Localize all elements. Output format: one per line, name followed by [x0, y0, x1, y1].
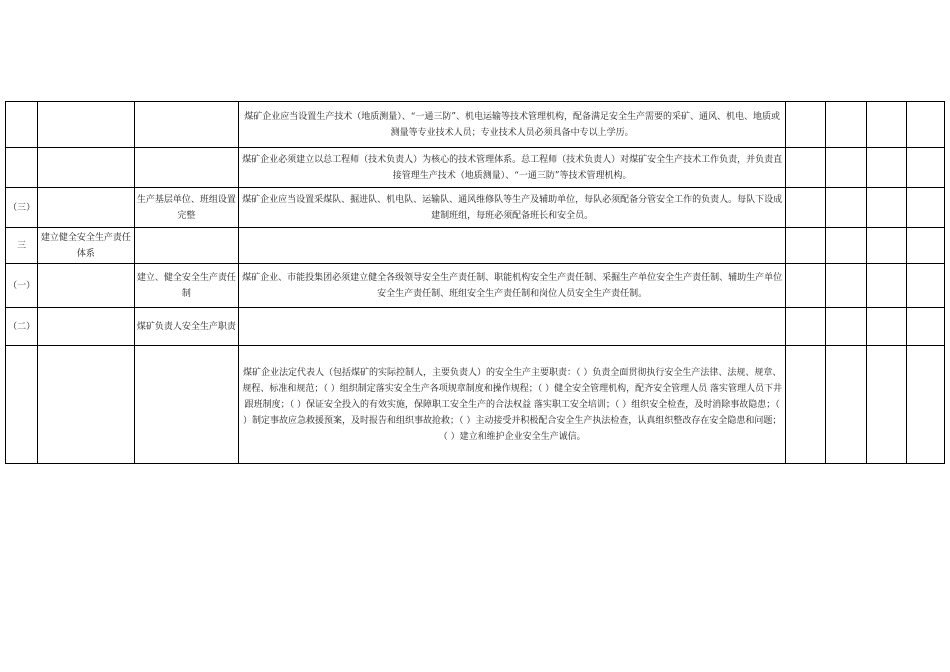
content-cell: 煤矿企业应当设置生产技术（地质测量）、“一通三防”、机电运输等技术管理机构，配备满足安全生产需要的采矿、通风、机电、地质或测量等专业技术人员；专业技术人员必须具备中专以上学历。 — [239, 102, 786, 148]
blank-cell — [826, 148, 866, 188]
sub-item-cell: 建立、健全安全生产责任制 — [134, 264, 239, 308]
row-number: （二） — [6, 308, 38, 346]
item-cell — [38, 188, 135, 228]
item-cell — [38, 148, 135, 188]
blank-cell — [866, 148, 906, 188]
row-number: （一） — [6, 264, 38, 308]
blank-cell — [906, 148, 944, 188]
blank-cell — [826, 228, 866, 264]
content-cell: 煤矿企业必须建立以总工程师（技术负责人）为核心的技术管理体系。总工程师（技术负责人）对煤矿安全生产技术工作负责，并负责直接管理生产技术（地质测量）、“一通三防”等技术管理机构。 — [239, 148, 786, 188]
table-row — [6, 102, 945, 148]
blank-cell — [826, 188, 866, 228]
sub-item-cell — [134, 346, 239, 464]
item-cell — [38, 264, 135, 308]
blank-cell — [786, 264, 826, 308]
blank-cell — [826, 346, 866, 464]
blank-cell — [866, 228, 906, 264]
blank-cell — [866, 264, 906, 308]
blank-cell — [826, 102, 866, 148]
sub-item-cell: 煤矿负责人安全生产职责 — [134, 308, 239, 346]
blank-cell — [906, 228, 944, 264]
blank-cell — [826, 264, 866, 308]
blank-cell — [786, 148, 826, 188]
table-row — [6, 346, 945, 464]
row-number — [6, 148, 38, 188]
blank-cell — [906, 346, 944, 464]
blank-cell — [866, 346, 906, 464]
table-row — [6, 308, 945, 346]
standards-table — [5, 101, 945, 464]
row-number — [6, 102, 38, 148]
item-cell — [38, 346, 135, 464]
item-cell: 建立健全安全生产责任体系 — [38, 228, 135, 264]
row-number: （三） — [6, 188, 38, 228]
blank-cell — [826, 308, 866, 346]
row-number — [6, 346, 38, 464]
blank-cell — [786, 188, 826, 228]
blank-cell — [786, 228, 826, 264]
blank-cell — [786, 308, 826, 346]
content-cell — [239, 228, 786, 264]
blank-cell — [906, 102, 944, 148]
row-number: 三 — [6, 228, 38, 264]
table-row — [6, 264, 945, 308]
content-cell: 煤矿企业、市能投集团必须建立健全各级领导安全生产责任制、职能机构安全生产责任制、采掘生产单位安全生产责任制、辅助生产单位安全生产责任制、班组安全生产责任制和岗位人员安全生产责任制。 — [239, 264, 786, 308]
table-row — [6, 148, 945, 188]
table-row — [6, 188, 945, 228]
blank-cell — [906, 188, 944, 228]
sub-item-cell: 生产基层单位、班组设置完整 — [134, 188, 239, 228]
item-cell — [38, 102, 135, 148]
blank-cell — [866, 308, 906, 346]
blank-cell — [786, 346, 826, 464]
table-row — [6, 228, 945, 264]
blank-cell — [906, 264, 944, 308]
item-cell — [38, 308, 135, 346]
content-cell: 煤矿企业法定代表人（包括煤矿的实际控制人，主要负责人）的安全生产主要职责：（ ）负责全面贯彻执行安全生产法律、法规、规章、规程、标准和规范；（ ）组织制定落实安全生产各项规章制度和操作规程；（ ）健全安全管理机构，配齐安全管理人员 落实管理人员下井跟班制度；（ ）保证安全投入的有效实施，保障职工安全生产的合法权益 落实职工安全培训；（ ）组织安全检查，及时消除事故隐患；（ ）制定事故应急救援预案，及时报告和组织事故抢救；（ ）主动接受并积极配合安全生产执法检查，认真组织整改存在安全隐患和问题；（ ）建立和维护企业安全生产诚信。 — [239, 346, 786, 464]
blank-cell — [906, 308, 944, 346]
content-cell: 煤矿企业应当设置采煤队、掘进队、机电队、运输队、通风维修队等生产及辅助单位，每队必须配备分管安全工作的负责人。每队下设成建制班组，每班必须配备班长和安全员。 — [239, 188, 786, 228]
blank-cell — [866, 102, 906, 148]
sub-item-cell — [134, 102, 239, 148]
content-cell — [239, 308, 786, 346]
sub-item-cell — [134, 228, 239, 264]
blank-cell — [866, 188, 906, 228]
blank-cell — [786, 102, 826, 148]
sub-item-cell — [134, 148, 239, 188]
